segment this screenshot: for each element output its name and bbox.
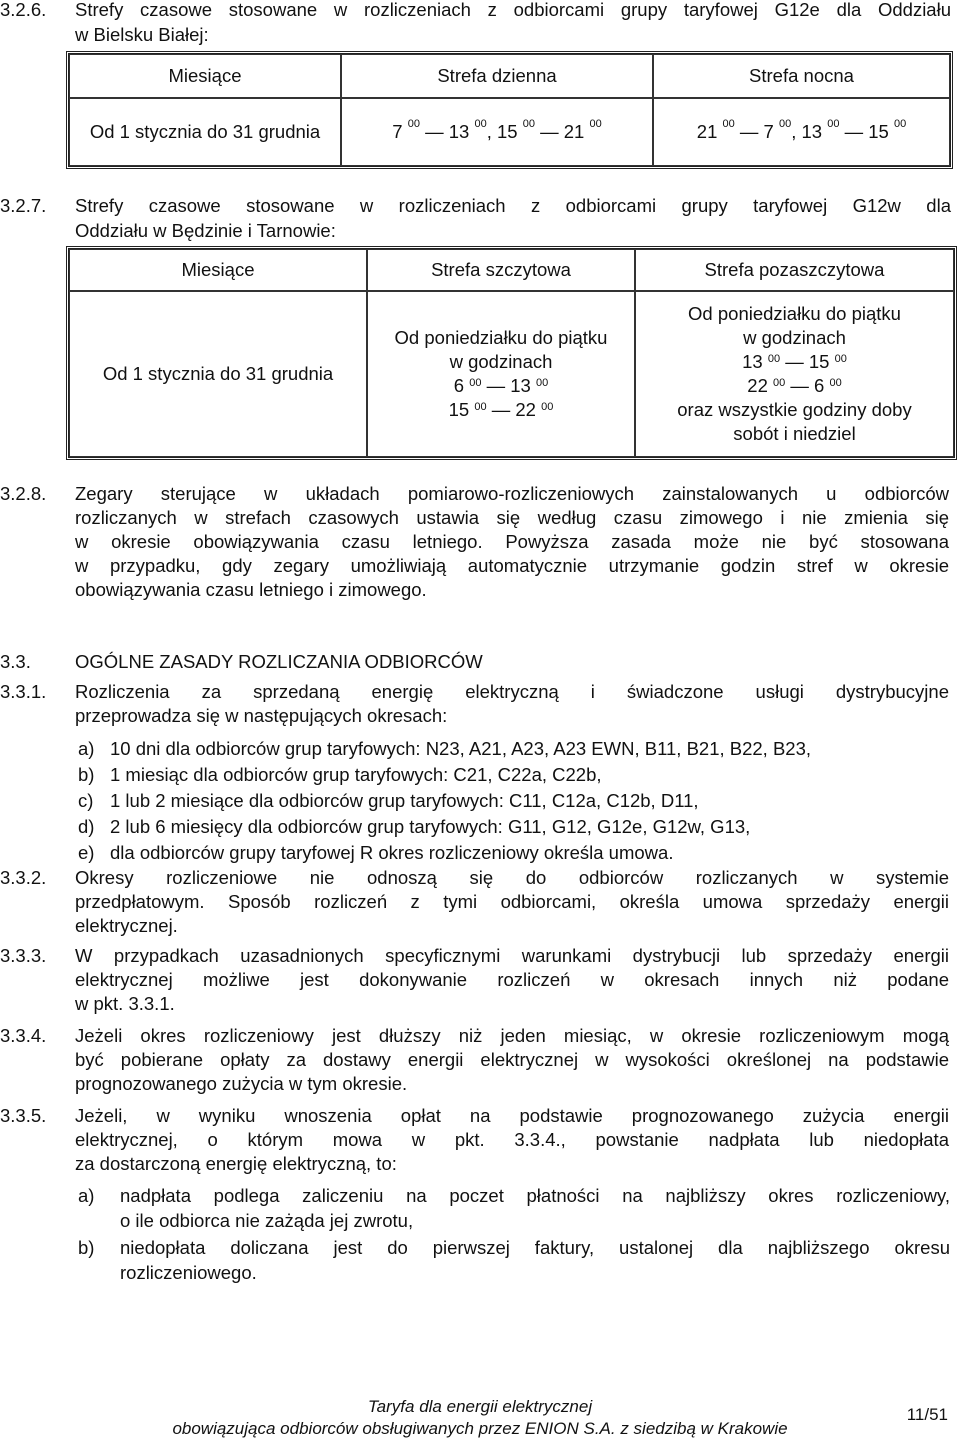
g12e-zones-table <box>66 51 953 169</box>
offpeak-range-1 <box>636 350 953 374</box>
time-hour: 21 <box>563 121 590 142</box>
time-minutes: 00 <box>589 118 602 130</box>
list-item-text: dla odbiorców grupy taryfowej R okres rozliczeniowy określa umowa. <box>110 842 674 863</box>
offpeak-weekend-line-2: sobót i niedziel <box>733 423 856 444</box>
time-separator-comma: , <box>791 121 802 142</box>
time-hour: 21 <box>696 121 723 142</box>
section-number-3-3-4: 3.3.4. <box>0 1025 47 1046</box>
paragraph-line: w przypadku, gdy zegary umożliwiają automatycznie utrzymanie godzin stref w okresie <box>75 555 949 576</box>
peak-range-1 <box>368 374 634 398</box>
section-3-3-heading: OGÓLNE ZASADY ROZLICZANIA ODBIORCÓW <box>75 651 483 672</box>
time-minutes: 00 <box>827 118 840 130</box>
table-row <box>69 291 954 457</box>
paragraph-line: w pkt. 3.3.1. <box>75 993 175 1014</box>
section-number-3-2-7: 3.2.7. <box>0 195 47 216</box>
section-number-3-2-6: 3.2.6. <box>0 0 47 20</box>
section-3-2-6-text-line-2: w Bielsku Białej: <box>75 24 209 45</box>
time-minutes: 00 <box>535 377 549 389</box>
section-3-3-3-paragraph <box>75 944 949 1016</box>
list-item <box>78 762 958 788</box>
list-item-text-line-2: o ile odbiorca nie zażąda jej zwrotu, <box>120 1210 414 1231</box>
section-3-3-2-paragraph <box>75 866 949 938</box>
time-hour: 7 <box>392 121 408 142</box>
list-item-text-line-1: nadpłata podlega zaliczeniu na poczet płatności na najbliższy okres rozliczeniowy, <box>120 1185 950 1206</box>
section-number-3-2-8: 3.2.8. <box>0 483 47 504</box>
time-hour: 15 <box>497 121 523 142</box>
time-minutes: 00 <box>541 401 554 413</box>
peak-zone-hours <box>367 291 635 457</box>
list-item <box>78 736 958 762</box>
paragraph-line: Rozliczenia za sprzedaną energię elektryczną i świadczone usługi dystrybucyjne <box>75 681 949 702</box>
time-minutes: 00 <box>829 377 842 389</box>
months-cell: Od 1 stycznia do 31 grudnia <box>69 291 367 457</box>
time-hour: 13 <box>448 121 475 142</box>
time-minutes: 00 <box>474 118 487 130</box>
header-months: Miesiące <box>69 249 367 291</box>
paragraph-line: przeprowadza się w następujących okresach: <box>75 705 448 726</box>
time-minutes: 00 <box>893 118 907 130</box>
section-3-2-7-text-line-2: Oddziału w Będzinie i Tarnowie: <box>75 220 336 241</box>
page-number: 11/51 <box>906 1405 948 1424</box>
paragraph-line: rozliczanych w strefach czasowych ustawia się według czasu zimowego i nie zmienia się <box>75 507 949 528</box>
paragraph-line: elektrycznej. <box>75 915 178 936</box>
list-marker: d) <box>78 816 95 837</box>
time-minutes: 00 <box>722 118 735 130</box>
paragraph-line: za dostarczoną energię elektryczną, to: <box>75 1153 397 1174</box>
time-hour: 7 <box>763 121 779 142</box>
header-peak-zone: Strefa szczytowa <box>367 249 635 291</box>
paragraph-line: obowiązywania czasu letniego i zimowego. <box>75 579 427 600</box>
section-number-3-3-2: 3.3.2. <box>0 867 47 888</box>
time-hour: 22 <box>747 375 773 396</box>
time-hour: 15 <box>868 121 894 142</box>
time-minutes: 00 <box>773 377 786 389</box>
offpeak-zone-hours <box>635 291 954 457</box>
paragraph-line: Jeżeli, w wyniku wnoszenia opłat na podstawie prognozowanego zużycia energii <box>75 1105 949 1126</box>
time-minutes: 00 <box>778 118 792 130</box>
section-3-2-7-text-line-1: Strefy czasowe stosowane w rozliczeniach z odbiorcami grupy taryfowej G12w dla <box>75 195 951 216</box>
time-hour: 13 <box>510 375 536 396</box>
time-minutes: 00 <box>469 377 482 389</box>
offpeak-range-2 <box>636 374 953 398</box>
paragraph-line: W przypadkach uzasadnionych specyficznymi warunkami dystrybucji lub sprzedaży energii <box>75 945 949 966</box>
paragraph-line: przedpłatowym. Sposób rozliczeń z tymi odbiorcami, określa umowa sprzedaży energii <box>75 891 949 912</box>
time-hour: 6 <box>814 375 830 396</box>
time-hour: 15 <box>808 351 835 372</box>
time-minutes: 00 <box>834 353 847 365</box>
settlement-list <box>78 1184 950 1288</box>
list-item-text: 10 dni dla odbiorców grup taryfowych: N23, A21, A23, A23 EWN, B11, B21, B22, B23, <box>110 738 812 759</box>
list-item-text: 1 miesiąc dla odbiorców grup taryfowych: C21, C22a, C22b, <box>110 764 602 785</box>
footer-subtitle: obowiązująca odbiorców obsługiwanych przez ENION S.A. z siedzibą w Krakowie <box>172 1419 788 1438</box>
billing-periods-list <box>78 736 958 866</box>
time-hour: 6 <box>453 375 470 396</box>
list-item <box>78 1236 950 1288</box>
time-range-dash: — <box>481 375 511 396</box>
list-item-text: 2 lub 6 miesięcy dla odbiorców grup taryfowych: G11, G12, G12e, G12w, G13, <box>110 816 751 837</box>
time-minutes: 00 <box>474 401 487 413</box>
footer-title: Taryfa dla energii elektrycznej <box>367 1397 593 1416</box>
peak-hours-label: w godzinach <box>449 351 553 372</box>
peak-range-2 <box>368 398 634 422</box>
time-range-dash: — <box>534 121 564 142</box>
list-marker: e) <box>78 842 95 863</box>
paragraph-line: Okresy rozliczeniowe nie odnoszą się do odbiorców rozliczanych w systemie <box>75 867 949 888</box>
night-zone-hours <box>653 98 950 166</box>
header-night-zone: Strefa nocna <box>653 54 950 98</box>
time-range-dash: — <box>734 121 764 142</box>
g12w-zones-table <box>66 246 957 460</box>
time-hour: 13 <box>742 351 768 372</box>
section-number-3-3: 3.3. <box>0 651 31 672</box>
list-item <box>78 788 958 814</box>
header-day-zone: Strefa dzienna <box>341 54 653 98</box>
paragraph-line: w okresie obowiązywania czasu letniego. Powyższa zasada może nie być stosowana <box>75 531 949 552</box>
section-3-3-1-paragraph <box>75 680 949 728</box>
list-marker: a) <box>78 738 95 759</box>
time-minutes: 00 <box>522 118 535 130</box>
paragraph-line: Jeżeli okres rozliczeniowy jest dłuższy niż jeden miesiąc, w okresie rozliczeniowym mogą <box>75 1025 949 1046</box>
time-minutes: 00 <box>407 118 420 130</box>
paragraph-line: być pobierane opłaty za dostawy energii elektrycznej w wysokości określonej na podstawie <box>75 1049 949 1070</box>
paragraph-line: Zegary sterujące w układach pomiarowo-rozliczeniowych zainstalowanych u odbiorców <box>75 483 949 504</box>
list-item <box>78 840 958 866</box>
time-separator-comma: , <box>486 121 497 142</box>
list-marker: c) <box>78 790 94 811</box>
section-number-3-3-5: 3.3.5. <box>0 1105 47 1126</box>
paragraph-line: prognozowanego zużycia w tym okresie. <box>75 1073 408 1094</box>
section-3-2-8-paragraph <box>75 482 949 602</box>
time-hour: 15 <box>448 399 475 420</box>
months-cell: Od 1 stycznia do 31 grudnia <box>69 98 341 166</box>
section-3-3-4-paragraph <box>75 1024 949 1096</box>
list-item-text-line-1: niedopłata doliczana jest do pierwszej faktury, ustalonej dla najbliższego okresu <box>120 1237 950 1258</box>
list-item-text: 1 lub 2 miesiące dla odbiorców grup taryfowych: C11, C12a, C12b, D11, <box>110 790 699 811</box>
time-range-dash: — <box>839 121 869 142</box>
time-hour: 13 <box>801 121 828 142</box>
offpeak-hours-label: w godzinach <box>743 327 846 348</box>
section-3-3-5-paragraph <box>75 1104 949 1176</box>
section-number-3-3-3: 3.3.3. <box>0 945 47 966</box>
peak-days: Od poniedziałku do piątku <box>394 327 608 348</box>
time-range-dash: — <box>780 351 809 372</box>
list-marker: b) <box>78 1237 95 1258</box>
day-zone-hours <box>341 98 653 166</box>
section-number-3-3-1: 3.3.1. <box>0 681 47 702</box>
time-range-dash: — <box>486 399 516 420</box>
time-range-dash: — <box>419 121 449 142</box>
paragraph-line: elektrycznej, o którym mowa w pkt. 3.3.4., powstanie nadpłata lub niedopłata <box>75 1129 949 1150</box>
table-header-row <box>69 249 954 291</box>
table-header-row <box>69 54 950 98</box>
time-range-dash: — <box>785 375 815 396</box>
time-minutes: 00 <box>767 353 781 365</box>
header-offpeak-zone: Strefa pozaszczytowa <box>635 249 954 291</box>
list-item-text-line-2: rozliczeniowego. <box>120 1262 257 1283</box>
list-marker: b) <box>78 764 95 785</box>
time-hour: 22 <box>515 399 542 420</box>
footer <box>0 1396 960 1440</box>
section-3-2-6-text-line-1: Strefy czasowe stosowane w rozliczeniach z odbiorcami grupy taryfowej G12e dla Oddziału <box>75 0 951 20</box>
list-marker: a) <box>78 1185 95 1206</box>
offpeak-days: Od poniedziałku do piątku <box>688 303 901 324</box>
table-row <box>69 98 950 166</box>
list-item <box>78 814 958 840</box>
offpeak-weekend-line-1: oraz wszystkie godziny doby <box>677 399 912 420</box>
paragraph-line: elektrycznej możliwe jest dokonywanie rozliczeń w okresach innych niż podane <box>75 969 949 990</box>
list-item <box>78 1184 950 1236</box>
header-months: Miesiące <box>69 54 341 98</box>
